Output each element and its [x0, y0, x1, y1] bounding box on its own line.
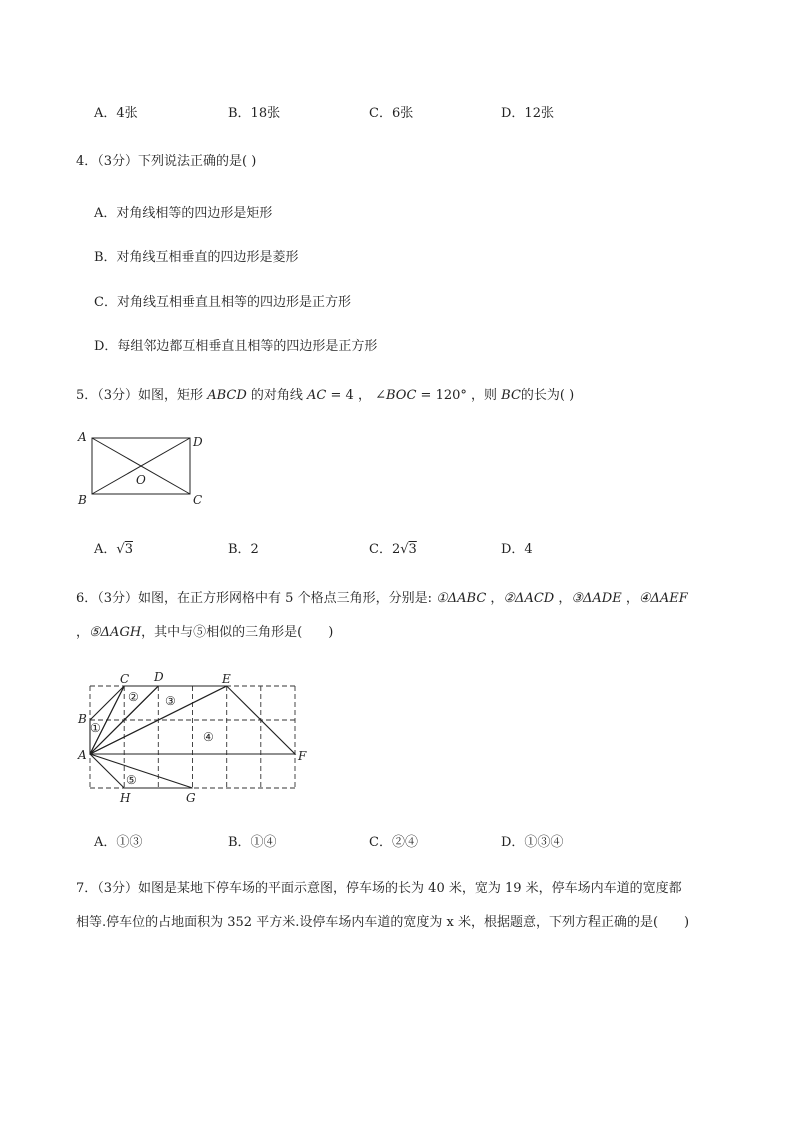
- q5-stem: [76, 384, 574, 403]
- q4-option-d: D．每组邻边都互相垂直且相等的四边形是正方形: [94, 339, 378, 354]
- q7-stem-line1: 7．（3分）如图是某地下停车场的平面示意图，停车场的长为 40 米，宽为 19 米，停车场内车道的宽度都: [76, 881, 682, 896]
- q6-label-h: H: [120, 791, 131, 805]
- q5-option-c-radicand: 3: [408, 542, 417, 557]
- q4-option-a: A．对角线相等的四边形是矩形: [94, 206, 273, 221]
- q5-option-c: [369, 538, 417, 557]
- q6-dashed-grid: [90, 686, 295, 788]
- q3-option-b: B．18张: [228, 106, 281, 121]
- q7-stem-line2: 相等.停车位的占地面积为 352 平方米.设停车场内车道的宽度为 x 米，根据题意，下列方程正确的是( ): [76, 915, 690, 930]
- q6-stem-line2-prefix: ，: [76, 625, 90, 640]
- q6-option-a: A．①③: [94, 835, 143, 850]
- q6-stem-prefix: 6．（3分）如图，在正方形网格中有 5 个格点三角形，分别是:: [76, 591, 437, 606]
- q5-label-a: A: [78, 430, 87, 444]
- q5-stem-mid1: 的对角线: [250, 388, 303, 403]
- q6-triangle-5: ⑤ΔAGH: [89, 625, 142, 640]
- q5-label-b: B: [78, 493, 87, 507]
- q4-stem: 4．（3分）下列说法正确的是( ): [76, 154, 257, 169]
- q4-option-b: B．对角线互相垂直的四边形是菱形: [94, 250, 299, 265]
- q5-rect-name: ABCD: [207, 388, 247, 403]
- q6-grid-figure: [70, 668, 320, 810]
- q6-option-c: C．②④: [369, 835, 418, 850]
- q6-stem-line2: [76, 621, 333, 640]
- q6-region-3: ③: [165, 694, 176, 708]
- q6-label-b: B: [78, 712, 87, 726]
- q5-option-a: [94, 538, 133, 557]
- q3-option-d: D．12张: [501, 106, 554, 121]
- q5-stem-suffix: 的长为( ): [520, 388, 575, 403]
- sqrt-symbol: √: [400, 542, 409, 557]
- q5-option-d: D．4: [501, 542, 533, 557]
- q3-option-a: A．4张: [94, 106, 138, 121]
- q6-triangle-3: ③ΔADE: [571, 591, 622, 606]
- q5-stem-mid2: = 4 ，: [330, 388, 371, 403]
- q6-region-4: ④: [203, 730, 214, 744]
- q6-triangle-1: ①ΔABC: [436, 591, 487, 606]
- q6-triangle-2: ②ΔACD: [503, 591, 555, 606]
- q5-diagonal: AC: [307, 388, 327, 403]
- q5-label-o: O: [136, 473, 146, 487]
- q6-label-a: A: [78, 748, 87, 762]
- q5-stem-prefix: 5．（3分）如图，矩形: [76, 388, 204, 403]
- q4-option-c: C．对角线互相垂直且相等的四边形是正方形: [94, 295, 351, 310]
- q3-option-c: C．6张: [369, 106, 414, 121]
- q6-label-d: D: [154, 670, 164, 684]
- q5-option-c-prefix: C．2: [369, 542, 401, 557]
- q6-label-c: C: [120, 672, 130, 686]
- q6-label-f: F: [298, 749, 307, 763]
- q5-rectangle-figure: [70, 428, 210, 514]
- q5-segment: BC: [501, 388, 521, 403]
- q5-label-c: C: [193, 493, 203, 507]
- q6-stem-line1: [76, 587, 688, 606]
- q6-stem-line2-suffix: ，其中与⑤相似的三角形是( ): [141, 625, 334, 640]
- sqrt-symbol: √: [116, 542, 125, 557]
- q6-label-e: E: [222, 672, 231, 686]
- q6-separator: ，: [486, 591, 504, 606]
- q6-option-d: D．①③④: [501, 835, 564, 850]
- q6-region-1: ①: [90, 721, 101, 735]
- q6-separator: ，: [621, 591, 639, 606]
- q6-option-b: B．①④: [228, 835, 277, 850]
- q6-triangle-4: ④ΔAEF: [638, 591, 688, 606]
- q6-region-5: ⑤: [126, 773, 137, 787]
- q5-option-a-letter: A．: [94, 542, 117, 557]
- q5-option-b: B．2: [228, 542, 259, 557]
- q6-label-g: G: [186, 791, 196, 805]
- q5-label-d: D: [193, 435, 203, 449]
- q5-option-a-radicand: 3: [124, 542, 133, 557]
- q5-stem-mid3: = 120° ，则: [420, 388, 498, 403]
- q6-region-2: ②: [128, 690, 139, 704]
- triangle-agh: [90, 754, 193, 788]
- q5-angle: ∠BOC: [375, 388, 417, 403]
- q6-separator: ，: [554, 591, 572, 606]
